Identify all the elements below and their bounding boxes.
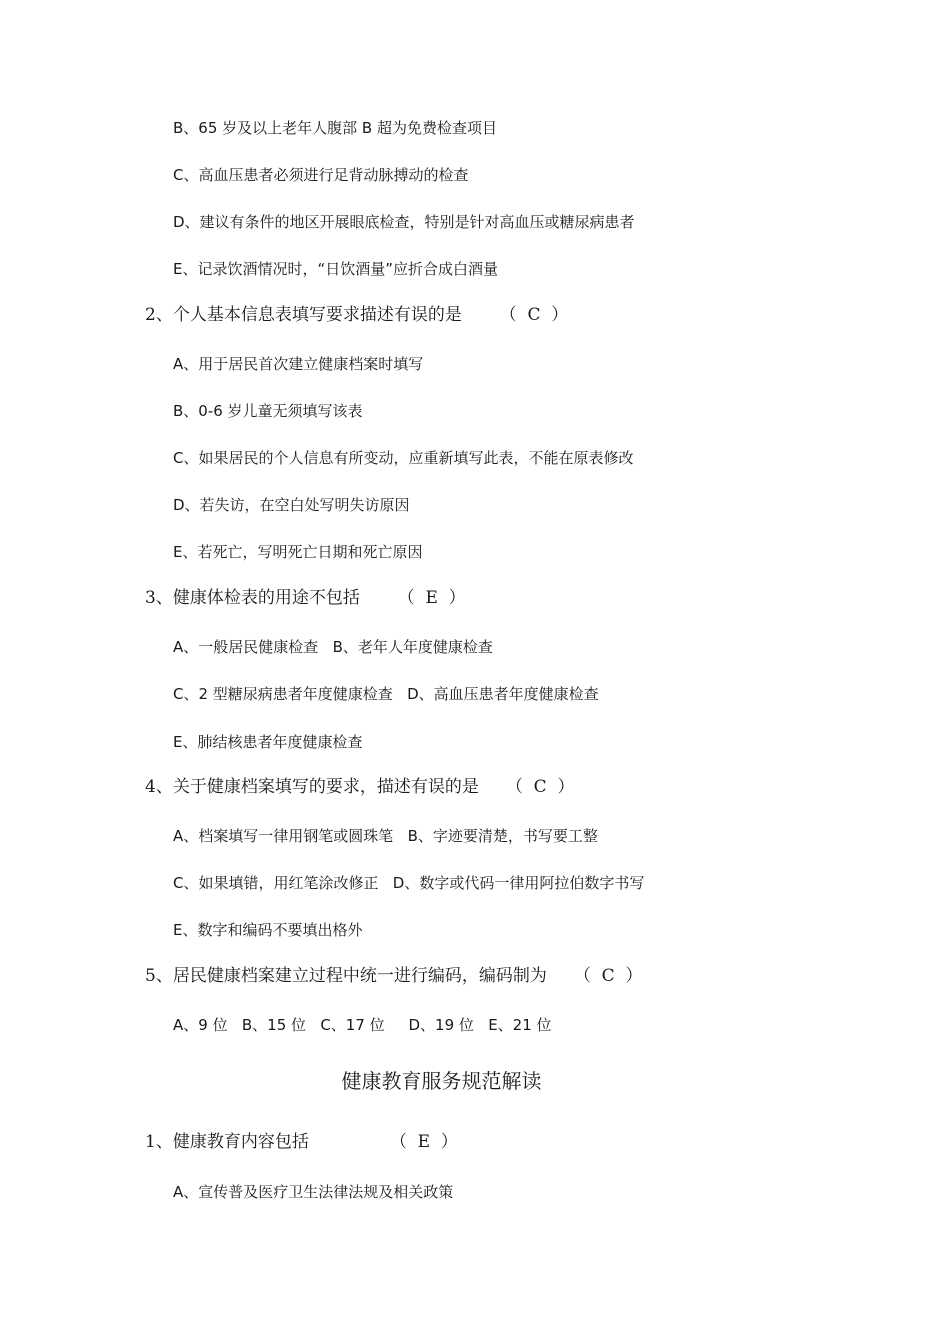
option-a: A、宣传普及医疗卫生法律法规及相关政策 xyxy=(173,1183,454,1201)
option-cd: C、2 型糖尿病患者年度健康检查 D、高血压患者年度健康检查 xyxy=(173,685,599,703)
option-e: E、肺结核患者年度健康检查 xyxy=(173,733,363,751)
option-ab: A、档案填写一律用钢笔或圆珠笔 B、字迹要清楚，书写要工整 xyxy=(173,827,598,845)
question-5: 5、居民健康档案建立过程中统一进行编码，编码制为 （ C ） xyxy=(145,966,643,986)
option-c: C、如果居民的个人信息有所变动，应重新填写此表，不能在原表修改 xyxy=(173,449,634,467)
option-e: E、数字和编码不要填出格外 xyxy=(173,921,363,939)
option-a: A、用于居民首次建立健康档案时填写 xyxy=(173,355,424,373)
option-e: E、记录饮酒情况时，“日饮酒量”应折合成白酒量 xyxy=(173,260,499,278)
question-1: 1、健康教育内容包括 （ E ） xyxy=(145,1132,458,1152)
option-b: B、0-6 岁儿童无须填写该表 xyxy=(173,402,363,420)
option-c: C、高血压患者必须进行足背动脉搏动的检查 xyxy=(173,166,469,184)
question-3: 3、健康体检表的用途不包括 （ E ） xyxy=(145,588,466,608)
option-d: D、建议有条件的地区开展眼底检查，特别是针对高血压或糖尿病患者 xyxy=(173,213,635,231)
option-d: D、若失访，在空白处写明失访原因 xyxy=(173,496,410,514)
question-2: 2、个人基本信息表填写要求描述有误的是 （ C ） xyxy=(145,305,569,325)
option-b: B、65 岁及以上老年人腹部 B 超为免费检查项目 xyxy=(173,119,497,137)
option-row: A、9 位 B、15 位 C、17 位 D、19 位 E、21 位 xyxy=(173,1016,552,1034)
option-ab: A、一般居民健康检查 B、老年人年度健康检查 xyxy=(173,638,493,656)
option-cd: C、如果填错，用红笔涂改修正 D、数字或代码一律用阿拉伯数字书写 xyxy=(173,874,645,892)
option-e: E、若死亡，写明死亡日期和死亡原因 xyxy=(173,543,423,561)
question-4: 4、关于健康档案填写的要求，描述有误的是 （ C ） xyxy=(145,777,575,797)
section-title: 健康教育服务规范解读 xyxy=(341,1069,542,1093)
